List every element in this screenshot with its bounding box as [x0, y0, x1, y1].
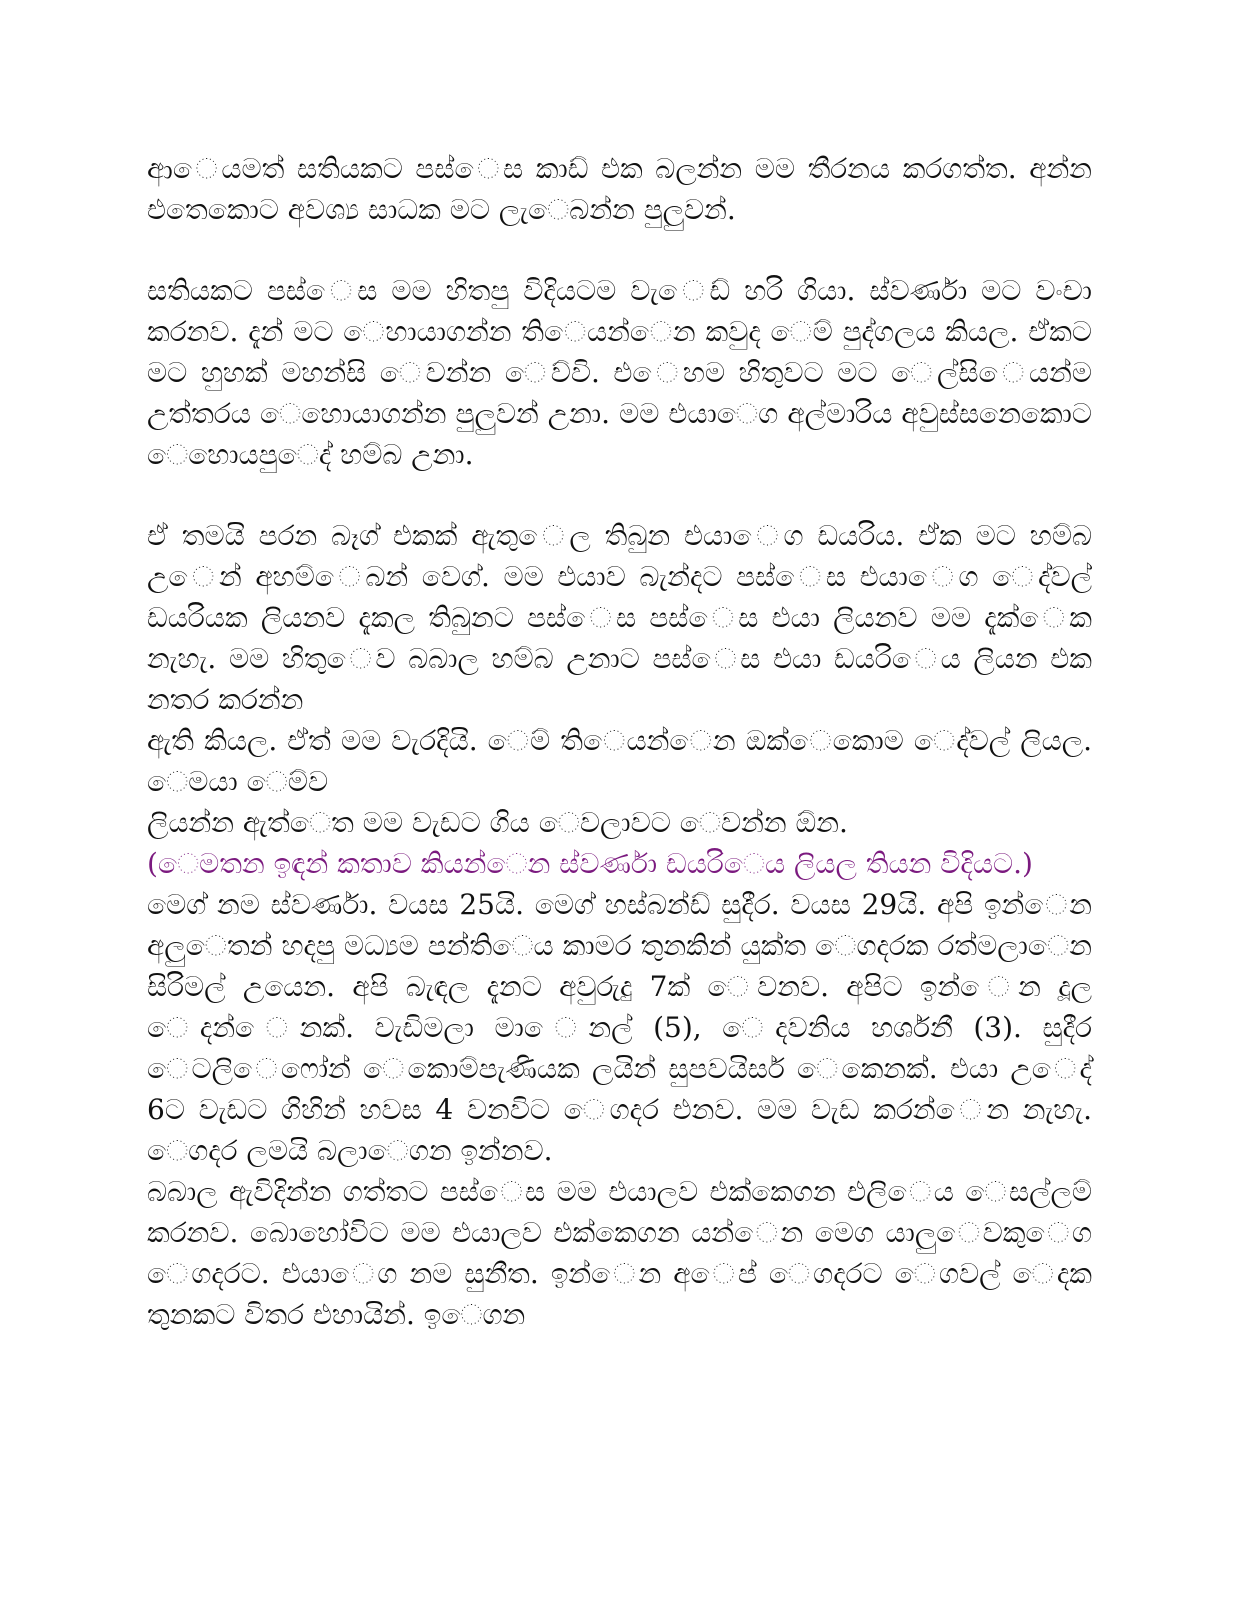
paragraph-2: සතියකට පස්◌ෙස මම හිතපු විදියටම වැ◌ෙඩ් හරි ගියා. ස්වර්ණා මට වංචා කරනව. දැන් මට ◌ෙහායාගන්න ති◌ෙයන්◌ෙන කවුද ◌ෙම් පුද්ගලය කියල. ඒකට මට හුහක් මහන්සි ◌ෙවන්න ◌ෙව්වි. එ◌ෙහම හිතුවට මට ◌ෙල්සි◌ෙයන්ම උත්තරය ◌ෙහොයාගන්න පුලුවන් උනා. මම එයා◌ෙග අල්මාරිය අවුස්සනෙකොට ◌ෙහොයපු◌ෙද් හම්බ උනා.: [147, 274, 1092, 471]
paragraph-4: ඇති කියල. ඒත් මම වැරදියි. ◌ෙම් ති◌ෙයන්◌ෙන ඔක්◌ෙකොම ◌ෙද්වල් ලියල. ◌ෙමයා ◌ෙම්ව: [147, 724, 1092, 798]
paragraph-1: ආ◌ෙයමත් සතියකට පස්◌ෙස කාඩ් එක බලන්න මම තීරනය කරගත්ත. අන්න එතෙකොට අවශ්‍ය සාධක මට ලැ◌ෙබන්න පුලුවන්.: [147, 152, 1092, 226]
paragraph-8: බබාල ඇවිදින්න ගත්තට පස්◌ෙස මම එයාලව එක්කෙගන එලි◌ෙය ◌ෙසල්ලම් කරනව. බොහෝවිට මම එයාලව එක්කෙගන යන්◌ෙන මෙග යාලු◌ෙවකු◌ෙග ◌ෙගදරට. එයා◌ෙග නම සුනීත. ඉන්◌ෙන අ◌ෙප් ◌ෙගදරට ◌ෙගවල් ◌ෙදක තුනකට විතර එහායින්. ඉ◌ෙගන: [147, 1175, 1092, 1331]
paragraph-3: ඒ තමයි පරන බෑග් එකක් ඇතු◌ෙල තිබුන එයා◌ෙග ඩයරිය. ඒක මට හම්බ උ◌ෙන් අහම්◌ෙබන් වෙග්. මම එයාව බැන්දට පස්◌ෙස එයා◌ෙග ◌ෙද්වල් ඩයරියක ලියනව දැකල තිබුනට පස්◌ෙස පස්◌ෙස එයා ලියනව මම දැක්◌ෙක නැහැ. මම හිතු◌ෙව බබාල හම්බ උනාට පස්◌ෙස එයා ඩයරි◌ෙය ලියන එක නතර කරන්න: [147, 519, 1092, 716]
paragraph-5: ලියන්න ඇත්◌ෙත මම වැඩට ගිය ◌ෙවලාවට ◌ෙවන්න ඕන.: [147, 806, 848, 839]
paragraph-7: මෙග් නම ස්වර්ණා. වයස 25යි. මෙග් හස්බන්ඩ් සුදීර. වයස 29යි. අපි ඉන්◌ෙන අලු◌ෙතන් හදපු මධ්‍යම පන්ති◌ෙය කාමර තුනකින් යුක්ත ◌ෙගදරක රත්මලා◌ෙන සිරිමල් උයෙන. අපි බැඳල දැනට අවුරුදු 7ක් ◌ෙවනව. අපිට ඉන්◌ෙන දූල ◌ෙදන්◌ෙනක්. වැඩිමලා මා◌ෙනල් (5), ◌ෙදවනිය හර්ශනී (3). සුදීර ◌ෙටලි◌ෙෆෝන් ◌ෙකොම්පැණියක ලයින් සුපවයිසර් ◌ෙකෙනක්. එයා උ◌ෙද් 6ට වැඩට ගිහින් හවස 4 වනවිට ◌ෙගදර එනව. මම වැඩ කරන්◌ෙන නැහැ. ◌ෙගදර ලමයි බලා◌ෙගන ඉන්නව.: [147, 888, 1092, 1167]
paragraph-6-note: (◌ෙමතන ඉඳන් කතාව කියන්◌ෙන ස්වර්ණා ඩයරි◌ෙය ලියල තියන විදියට.): [147, 847, 1033, 880]
body-text: [147, 148, 1092, 1335]
